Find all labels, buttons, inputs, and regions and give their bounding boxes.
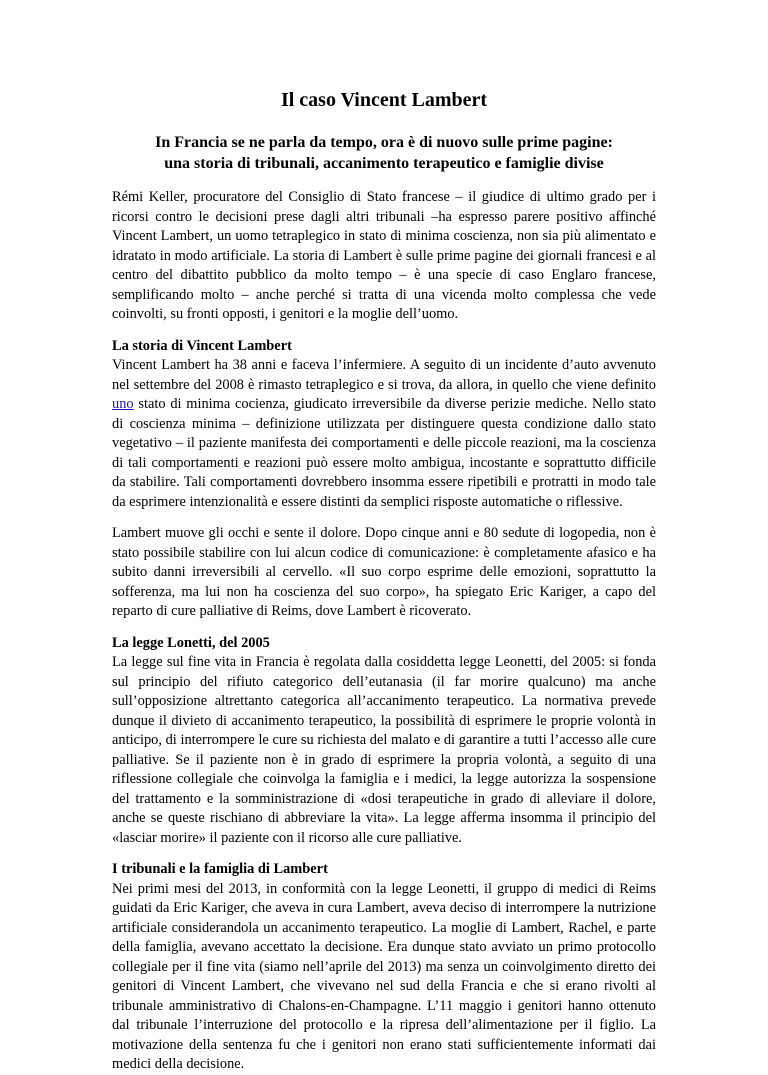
section-heading: I tribunali e la famiglia di Lambert: [112, 861, 328, 877]
intro-paragraph: Rémi Keller, procuratore del Consiglio di Stato francese – il giudice di ultimo grado per i ricorsi contro le decisioni prese dagli altri tribunali –ha espresso parere positivo affinché Vincent Lambert, un uomo tetraplegico in stato di minima coscienza, non sia più alimentato e idratato in modo artificiale. La storia di Lambert è sulle prime pagine dei giornali francesi e al centro del dibattito pubblico da molto tempo – è una specie di caso Englaro francese, semplificando molto – anche perché si tratta di una vicenda molto complessa che vede coinvolti, su fronti opposti, i genitori e la moglie dell’uomo.: [112, 189, 656, 322]
section-heading: La storia di Vincent Lambert: [112, 337, 292, 354]
document-subtitle: [112, 132, 656, 174]
paragraph-text: Vincent Lambert ha 38 anni e faceva l’infermiere. A seguito di un incidente d’auto avvenuto nel settembre del 2008 è rimasto tetraplegico e si trova, da allora, in quello che viene definito: [112, 357, 656, 393]
article-body: [112, 188, 656, 1075]
subtitle-line-1: In Francia se ne parla da tempo, ora è di nuovo sulle prime pagine:: [155, 134, 613, 151]
section-paragraph: [112, 356, 656, 512]
subtitle-line-2: una storia di tribunali, accanimento terapeutico e famiglie divise: [164, 155, 604, 172]
section-storia: [112, 337, 656, 622]
section-paragraph: La legge sul fine vita in Francia è regolata dalla cosiddetta legge Leonetti, del 2005: si fonda sul principio del rifiuto categorico dell’eutanasia (il far morire qualcuno) ma anche sull’opposizione altrettanto categorica all’accanimento terapeutico. La normativa prevede dunque il divieto di accanimento terapeutico, la possibilità di esprimere le proprie volontà in anticipo, di interrompere le cure su richiesta del malato e di garantire a tutti l’accesso alle cure palliative. Se il paziente non è in grado di esprimere la propria volontà, a seguito di una riflessione collegiale che coinvolga la famiglia e i medici, la legge autorizza la sospensione del trattamento e la somministrazione di «dosi terapeutiche in grado di alleviare il dolore, anche se queste rischiano di abbreviare la vita». La legge afferma insomma il principio del «lasciar morire» il paziente con il ricorso alle cure palliative.: [112, 654, 656, 846]
section-tribunali: [112, 860, 656, 1075]
section-paragraph: Lambert muove gli occhi e sente il dolore. Dopo cinque anni e 80 sedute di logopedia, non è stato possibile stabilire con lui alcun codice di comunicazione: è completamente afasico e ha subito danni irreversibili al cervello. «Il suo corpo esprime delle emozioni, soprattutto la sofferenza, ma lui non ha coscienza del suo corpo», ha spiegato Eric Kariger, a capo del reparto di cure palliative di Reims, dove Lambert è ricoverato.: [112, 525, 656, 619]
document-title: Il caso Vincent Lambert: [280, 89, 488, 111]
section-legge: [112, 634, 656, 849]
section-paragraph: Nei primi mesi del 2013, in conformità con la legge Leonetti, il gruppo di medici di Reims guidati da Eric Kariger, che aveva in cura Lambert, aveva deciso di interrompere la nutrizione artificiale considerandola un accanimento terapeutico. La moglie di Lambert, Rachel, e parte della famiglia, avevano accettato la decisione. Era dunque stato avviato un primo protocollo collegiale per il fine vita (siamo nell’aprile del 2013) ma senza un coinvolgimento diretto dei genitori di Vincent Lambert, che vivevano nel sud della Francia e che si erano rivolti al tribunale amministrativo di Chalons-en-Champagne. L’11 maggio i genitori hanno ottenuto dal tribunale l’interruzione del protocollo e la ripresa dell’alimentazione per il figlio. La motivazione della sentenza fu che i genitori non erano stati sufficientemente informati dai medici della decisione.: [112, 880, 656, 1072]
section-heading: La legge Lonetti, del 2005: [112, 634, 270, 651]
paragraph-text: stato di minima cocienza, giudicato irreversibile da diverse perizie mediche. Nello stato di coscienza minima – definizione utilizzata per distinguere questa condizione dallo stato vegetativo – il paziente manifesta dei comportamenti e delle piccole reazioni, ma la coscienza di tali comportamenti e reazioni può essere molto ambigua, incostante e soprattutto difficile da stabilire. Tali comportamenti dovrebbero insomma essere ripetibili e protratti in modo tale da esprimere intenzionalità e essere distinti da semplici risposte automatiche o riflessive.: [112, 396, 656, 510]
uno-link[interactable]: uno: [112, 396, 134, 412]
